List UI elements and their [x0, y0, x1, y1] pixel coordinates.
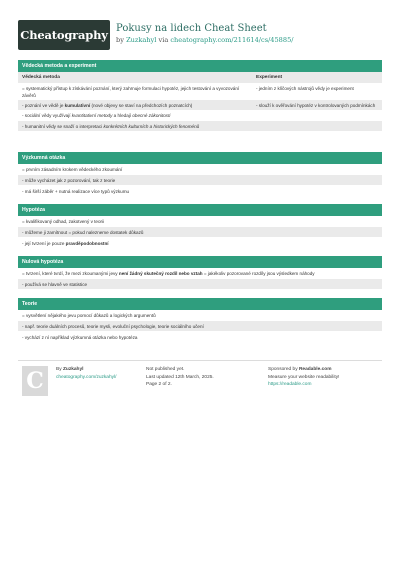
- author-link[interactable]: Zuzkahyl: [126, 36, 157, 44]
- text: = tvrzení, které tvrdí, že mezi zkoumanými jevy: [22, 270, 119, 276]
- table-header-row: [18, 72, 382, 83]
- sheet-title: Pokusy na lidech Cheat Sheet: [116, 23, 267, 34]
- text: (nové objevy se staví na předchozích poznatcích): [90, 102, 193, 108]
- list-item: = kvalifikovaný odhad, zakotvený v teorii: [18, 216, 382, 227]
- list-item: [18, 268, 382, 279]
- page-header: [18, 20, 382, 54]
- footer-author-line: [56, 366, 116, 374]
- list-item: - např. teorie duálních procesů, teorie mysli, evoluční psychologie, teorie sociálního učení: [18, 321, 382, 332]
- sponsor-line: [268, 366, 339, 374]
- section-teorie: [18, 298, 382, 343]
- section-title: Výzkumná otázka: [18, 152, 382, 164]
- table-cell: = systematický přístup k získávání poznání, který zahrnuje formulaci hypotéz, jejich testování a vyvozování závěrů: [22, 85, 240, 98]
- list-item: - můžeme ji zamítnout = pokud nalezneme dostatek důkazů: [18, 227, 382, 238]
- list-item: [18, 110, 382, 121]
- section-vyzkumna-otazka: [18, 152, 382, 197]
- sponsor-name[interactable]: Readable.com: [298, 367, 332, 372]
- byline-via: via: [158, 36, 169, 44]
- page-footer: [18, 360, 382, 410]
- list-item: = prvním zásadním krokem vědeckého zkoumání: [18, 164, 382, 175]
- byline-by: by: [116, 36, 124, 44]
- italic-text: kvantitativní metody: [71, 112, 113, 118]
- text: a hledají: [112, 112, 133, 118]
- section-nulova-hypoteza: [18, 256, 382, 290]
- italic-text: obecné zákonitosti: [132, 112, 171, 118]
- bold-text: kumulativní: [64, 102, 91, 108]
- publish-status: Not published yet.: [146, 367, 185, 372]
- list-item: - vychází z ní například výzkumná otázka nebo hypotéza: [18, 332, 382, 343]
- text: = jakékoliv pozorované rozdíly jsou výsledkem náhody: [202, 270, 315, 276]
- bold-text: pravděpodobnostní: [65, 240, 109, 246]
- section-title: Vědecká metoda a experiment: [18, 60, 382, 72]
- italic-text: konkrétních kulturních a historických fenoménů: [103, 123, 200, 129]
- last-updated: Last updated 12th March, 2025.: [146, 374, 214, 380]
- sponsor-link[interactable]: https://readable.com: [268, 382, 312, 387]
- list-item: - má širší záběr + nutná realizace více typů výzkumu: [18, 186, 382, 197]
- list-item: [18, 121, 382, 132]
- cheatography-logo[interactable]: Cheatography: [18, 20, 110, 50]
- by-label: By: [56, 367, 62, 372]
- sponsor-label: Sponsored by: [268, 367, 298, 372]
- section-vedecka-metoda: [18, 60, 382, 132]
- table-row: [18, 100, 382, 110]
- list-item: - může vycházet jak z pozorování, tak z teorie: [18, 175, 382, 186]
- text: - humanitní vědy se snaží o interpretaci: [22, 123, 104, 129]
- list-item: [18, 238, 382, 249]
- footer-sponsor: [268, 366, 339, 389]
- table-cell: - jedním z klíčových nástrojů vědy je experiment: [256, 85, 354, 91]
- author-name[interactable]: Zuzkahyl: [62, 367, 84, 372]
- author-profile-link[interactable]: cheatography.com/zuzkahyl/: [56, 374, 117, 380]
- list-item: = vysvětlení nějakého jevu pomocí důkazů a logických argumentů: [18, 310, 382, 321]
- section-hypoteza: [18, 204, 382, 249]
- page-number: Page 2 of 2.: [146, 382, 172, 387]
- text: - sociální vědy využívají: [22, 112, 72, 118]
- column-header: Experiment: [256, 74, 283, 80]
- column-header: Vědecká metoda: [22, 74, 60, 80]
- section-title: Teorie: [18, 298, 382, 310]
- sponsor-text: Measure your website readability!: [268, 374, 340, 380]
- title-block: [116, 22, 294, 45]
- section-title: Nulová hypotéza: [18, 256, 382, 268]
- table-row: [18, 83, 382, 100]
- sheet-url-link[interactable]: cheatography.com/211614/cs/45885/: [170, 36, 294, 44]
- bold-text: není žádný skutečný rozdíl nebo vztah: [118, 270, 203, 276]
- byline: [116, 35, 294, 45]
- list-item: - používá se hlavně ve statistice: [18, 279, 382, 290]
- text: - její tvrzení je pouze: [22, 240, 66, 246]
- footer-author: [56, 366, 116, 381]
- table-cell: - slouží k ověřování hypotéz v kontrolovaných podmínkách: [256, 102, 376, 108]
- text: - poznání ve vědě je: [22, 102, 65, 108]
- author-avatar: C: [22, 366, 48, 396]
- section-title: Hypotéza: [18, 204, 382, 216]
- footer-publish-info: [146, 366, 214, 389]
- table-cell: [18, 100, 252, 110]
